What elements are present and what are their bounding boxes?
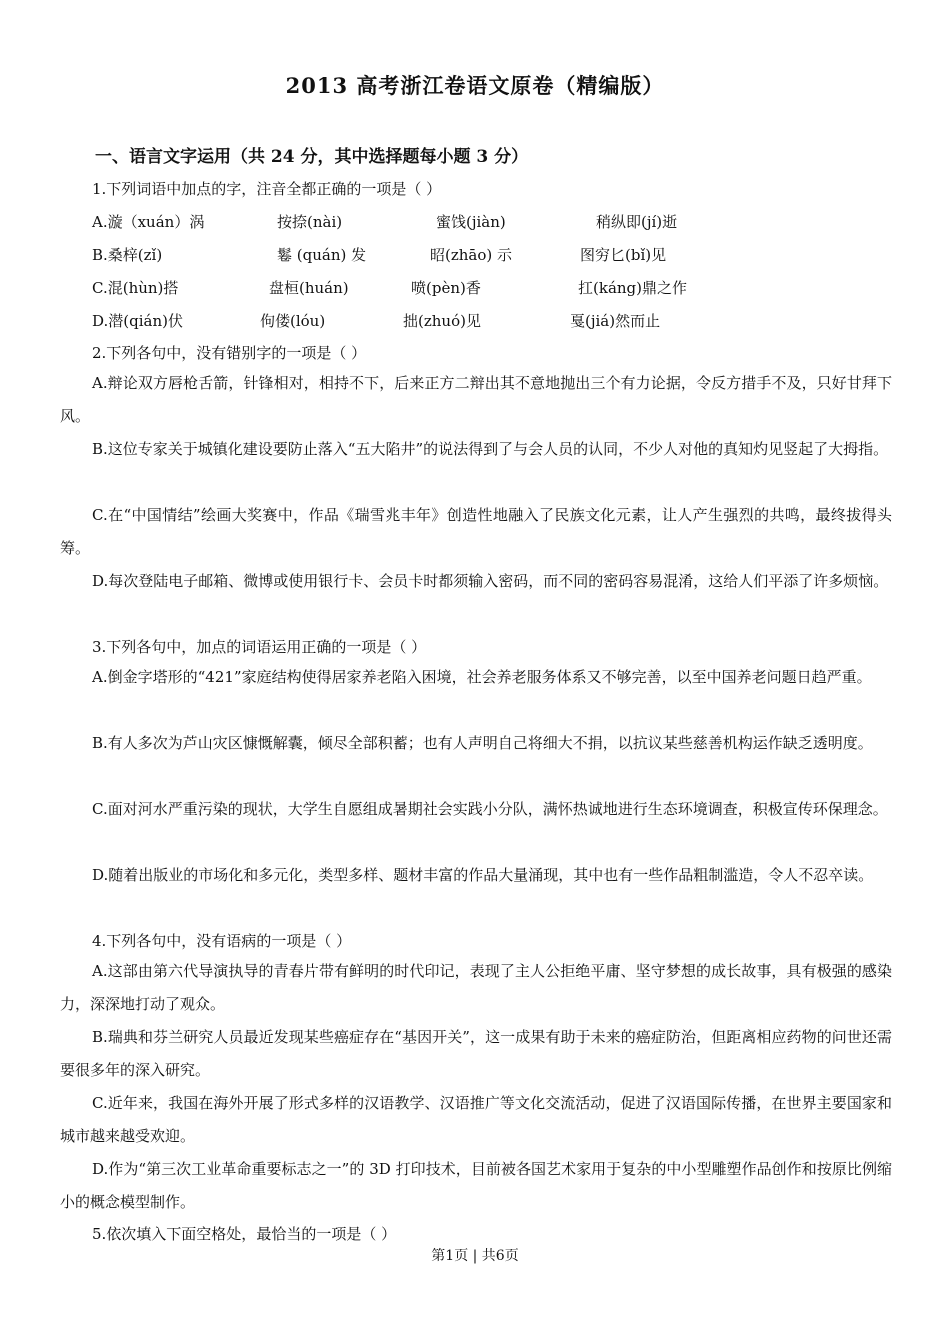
q3-option-c: C.面对河水严重污染的现状，大学生自愿组成暑期社会实践小分队，满怀热诚地进行生态环境调查，积极宣传环保理念。 [92, 800, 888, 818]
q1-option-b-item: 图穷匕(bǐ)见 [580, 246, 667, 264]
document-title: 2013 高考浙江卷语文原卷（精编版） [285, 73, 665, 98]
q1-option-d-item: D.潜(qián)伏 [92, 312, 183, 330]
q1-option-d-item: 拙(zhuó)见 [403, 312, 481, 330]
q1-option-b-item: 鬈 (quán) 发 [277, 246, 367, 264]
q1-option-a-item: A.漩（xuán）涡 [92, 213, 205, 231]
q4-option-c: C.近年来，我国在海外开展了形式多样的汉语教学、汉语推广等文化交流活动，促进了汉语国际传播，在世界主要国家和城市越来越受欢迎。 [60, 1094, 892, 1145]
q1-option-c-item: 喷(pèn)香 [411, 279, 481, 297]
q1-option-c-item: 扛(káng)鼎之作 [578, 279, 687, 297]
q1-option-a-item: 蜜饯(jiàn) [436, 213, 506, 231]
q3-option-d: D.随着出版业的市场化和多元化，类型多样、题材丰富的作品大量涌现，其中也有一些作品粗制滥造，令人不忍卒读。 [92, 866, 874, 884]
q2-option-a: A.辩论双方唇枪舌箭，针锋相对，相持不下，后来正方二辩出其不意地抛出三个有力论据，令反方措手不及，只好甘拜下风。 [60, 374, 892, 425]
section-heading: 一、语言文字运用（共 24 分，其中选择题每小题 3 分） [95, 147, 529, 167]
q1-option-b-item: B.桑梓(zǐ) [92, 246, 163, 264]
page-footer: 第1页 | 共6页 [431, 1248, 519, 1264]
q1-option-d-item: 佝偻(lóu) [260, 312, 326, 330]
q2-stem: 2.下列各句中，没有错别字的一项是（ ） [92, 344, 367, 362]
q1-stem: 1.下列词语中加点的字，注音全都正确的一项是（ ） [92, 180, 442, 198]
q3-stem: 3.下列各句中，加点的词语运用正确的一项是（ ） [92, 638, 427, 656]
q4-option-a: A.这部由第六代导演执导的青春片带有鲜明的时代印记，表现了主人公拒绝平庸、坚守梦想的成长故事，具有极强的感染力，深深地打动了观众。 [60, 962, 892, 1013]
q5-stem: 5.依次填入下面空格处，最恰当的一项是（ ） [92, 1225, 397, 1243]
q1-option-c-item: 盘桓(huán) [269, 279, 349, 297]
q2-option-c: C.在“中国情结”绘画大奖赛中，作品《瑞雪兆丰年》创造性地融入了民族文化元素，让人产生强烈的共鸣，最终拔得头筹。 [60, 506, 892, 557]
q1-option-d-item: 戛(jiá)然而止 [570, 312, 661, 330]
q1-option-b-item: 昭(zhāo) 示 [430, 246, 513, 264]
q4-option-b: B.瑞典和芬兰研究人员最近发现某些癌症存在“基因开关”，这一成果有助于未来的癌症防治，但距离相应药物的问世还需要很多年的深入研究。 [60, 1028, 892, 1079]
q3-option-b: B.有人多次为芦山灾区慷慨解囊，倾尽全部积蓄；也有人声明自己将细大不捐，以抗议某些慈善机构运作缺乏透明度。 [92, 734, 873, 752]
q1-option-c-item: C.混(hùn)搭 [92, 279, 179, 297]
q1-option-a-item: 按捺(nài) [277, 213, 343, 231]
q4-stem: 4.下列各句中，没有语病的一项是（ ） [92, 932, 352, 950]
q4-option-d: D.作为“第三次工业革命重要标志之一”的 3D 打印技术，目前被各国艺术家用于复杂的中小型雕塑作品创作和按原比例缩小的概念模型制作。 [60, 1160, 892, 1211]
q2-option-b: B.这位专家关于城镇化建设要防止落入“五大陷井”的说法得到了与会人员的认同，不少人对他的真知灼见竖起了大拇指。 [92, 440, 889, 458]
q2-option-d: D.每次登陆电子邮箱、微博或使用银行卡、会员卡时都须输入密码，而不同的密码容易混淆，这给人们平添了许多烦恼。 [92, 572, 889, 590]
q1-option-a-item: 稍纵即(jí)逝 [596, 213, 678, 231]
q3-option-a: A.倒金字塔形的“421”家庭结构使得居家养老陷入困境，社会养老服务体系又不够完善，以至中国养老问题日趋严重。 [92, 668, 872, 686]
